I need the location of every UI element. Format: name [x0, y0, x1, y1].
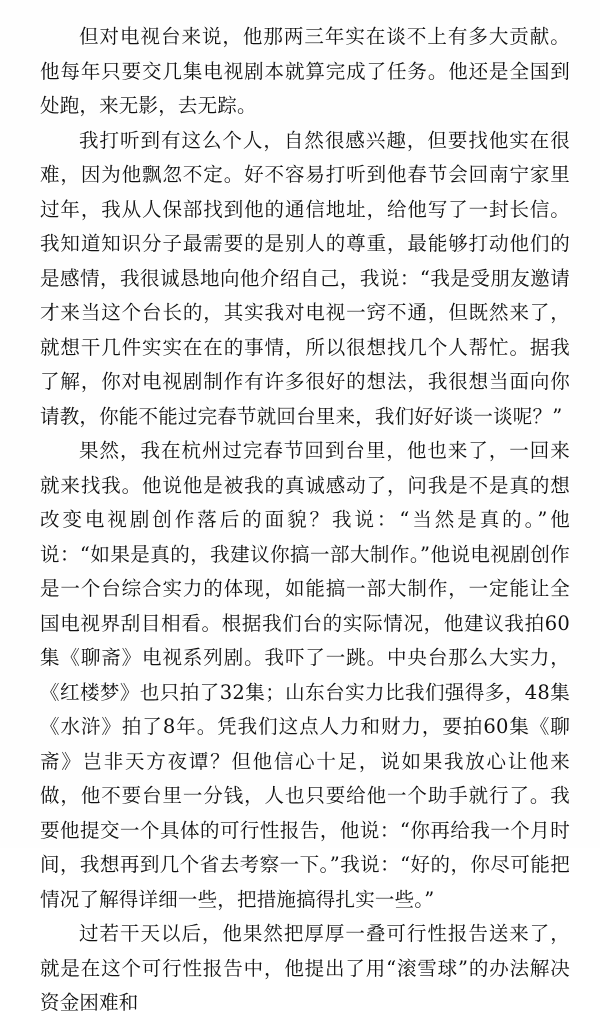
paragraph-1: 但对电视台来说，他那两三年实在谈不上有多大贡献。他每年只要交几集电视剧本就算完成了任务。他还是全国到处跑，来无影，去无踪。	[40, 25, 570, 117]
paragraph-4: 过若干天以后，他果然把厚厚一叠可行性报告送来了，就是在这个可行性报告中，他提出了用“滚雪球”的办法解决资金困难和	[40, 922, 570, 1014]
paragraph-3: 果然，我在杭州过完春节回到台里，他也来了，一回来就来找我。他说他是被我的真诚感动了，问我是不是真的想改变电视剧创作落后的面貌？我说：“当然是真的。”他说：“如果是真的，我建议你搞一部大制作。”他说电视剧创作是一个台综合实力的体现，如能搞一部大制作，一定能让全国电视界刮目相看。根据我们台的实际情况，他建议我拍60集《聊斋》电视系列剧。我吓了一跳。中央台那么大实力，《红楼梦》也只拍了32集；山东台实力比我们强得多，48集《水浒》拍了8年。凭我们这点人力和财力，要拍60集《聊斋》岂非天方夜谭？但他信心十足，说如果我放心让他来做，他不要台里一分钱，人也只要给他一个助手就行了。我要他提交一个具体的可行性报告，他说：“你再给我一个月时间，我想再到几个省去考察一下。”我说：“好的，你尽可能把情况了解得详细一些，把措施搞得扎实一些。”	[40, 439, 570, 911]
paragraph-2: 我打听到有这么个人，自然很感兴趣，但要找他实在很难，因为他飘忽不定。好不容易打听到他春节会回南宁家里过年，我从人保部找到他的通信地址，给他写了一封长信。我知道知识分子最需要的是别人的尊重，最能够打动他们的是感情，我很诚恳地向他介绍自己，我说：“我是受朋友邀请才来当这个台长的，其实我对电视一窍不通，但既然来了，就想干几件实实在在的事情，所以很想找几个人帮忙。据我了解，你对电视剧制作有许多很好的想法，我很想当面向你请教，你能不能过完春节就回台里来，我们好好谈一谈呢？”	[40, 128, 570, 428]
body-text	[40, 20, 570, 1021]
